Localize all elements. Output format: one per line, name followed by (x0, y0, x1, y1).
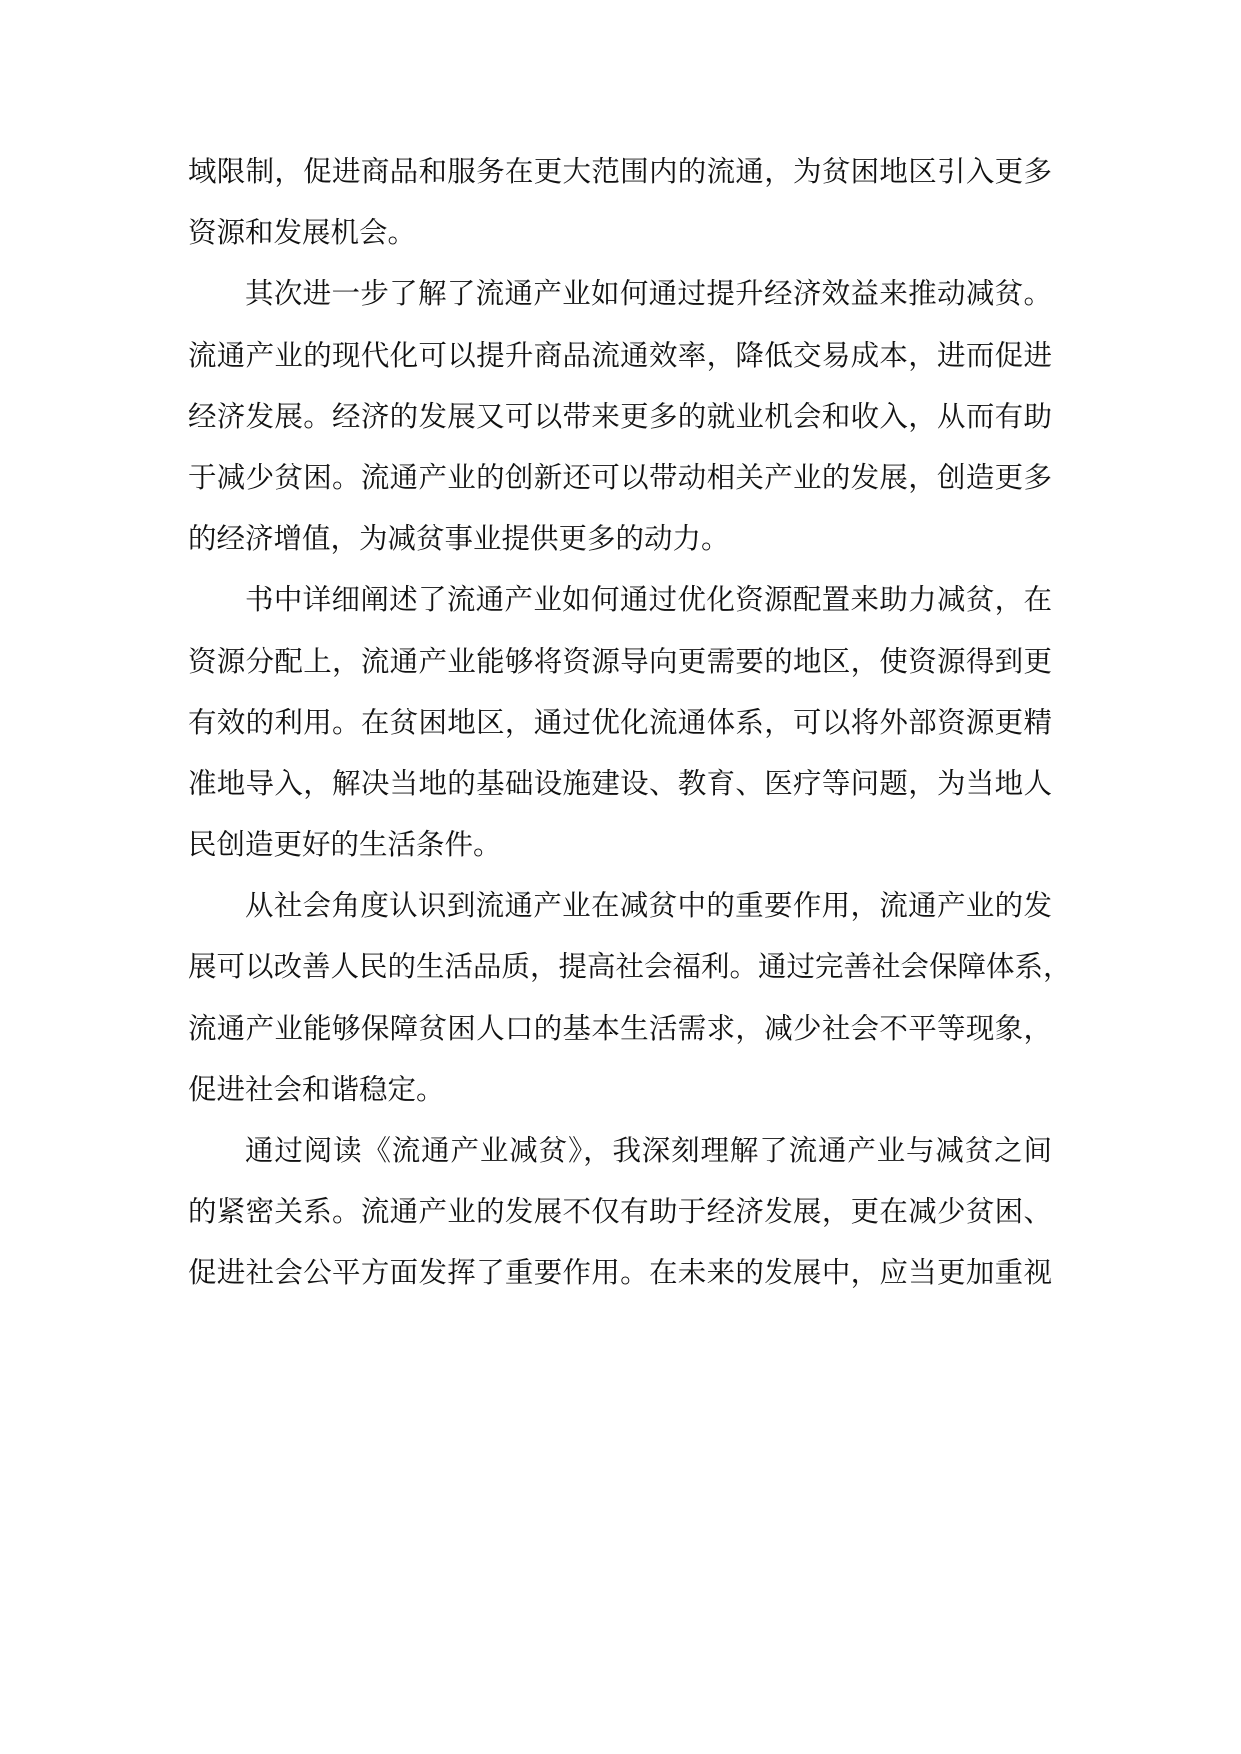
text-line: 于减少贫困。流通产业的创新还可以带动相关产业的发展，创造更多 (188, 460, 1052, 494)
text-line: 流通产业能够保障贫困人口的基本生活需求，减少社会不平等现象， (188, 1011, 1052, 1045)
paragraph (188, 141, 1052, 263)
text-line: 促进社会和谐稳定。 (188, 1072, 445, 1106)
text-line: 资源和发展机会。 (188, 216, 417, 250)
text-line: 书中详细阐述了流通产业如何通过优化资源配置来助力减贫，在 (245, 583, 1052, 617)
text-line: 展可以改善人民的生活品质，提高社会福利。通过完善社会保障体系， (188, 950, 1072, 984)
text-line: 民创造更好的生活条件。 (188, 828, 502, 862)
paragraph (188, 1120, 1052, 1304)
paragraph (188, 875, 1072, 1120)
text-line: 的经济增值，为减贫事业提供更多的动力。 (188, 522, 730, 556)
text-line: 通过阅读《流通产业减贫》，我深刻理解了流通产业与减贫之间 (245, 1134, 1052, 1167)
text-line: 流通产业的现代化可以提升商品流通效率，降低交易成本，进而促进 (188, 338, 1052, 372)
text-line: 域限制，促进商品和服务在更大范围内的流通，为贫困地区引入更多 (188, 155, 1052, 188)
text-line: 其次进一步了解了流通产业如何通过提升经济效益来推动减贫。 (245, 277, 1052, 311)
text-line: 资源分配上，流通产业能够将资源导向更需要的地区，使资源得到更 (188, 644, 1052, 678)
text-line: 的紧密关系。流通产业的发展不仅有助于经济发展，更在减少贫困、 (188, 1195, 1052, 1229)
text-line: 促进社会公平方面发挥了重要作用。在未来的发展中，应当更加重视 (188, 1256, 1052, 1290)
text-line: 有效的利用。在贫困地区，通过优化流通体系，可以将外部资源更精 (188, 705, 1052, 739)
paragraph (188, 569, 1052, 875)
paragraph (188, 263, 1052, 569)
text-line: 从社会角度认识到流通产业在减贫中的重要作用，流通产业的发 (245, 889, 1052, 923)
text-line: 经济发展。经济的发展又可以带来更多的就业机会和收入，从而有助 (188, 399, 1052, 433)
text-line: 准地导入，解决当地的基础设施建设、教育、医疗等问题，为当地人 (188, 766, 1052, 800)
document-body (188, 141, 1072, 1304)
